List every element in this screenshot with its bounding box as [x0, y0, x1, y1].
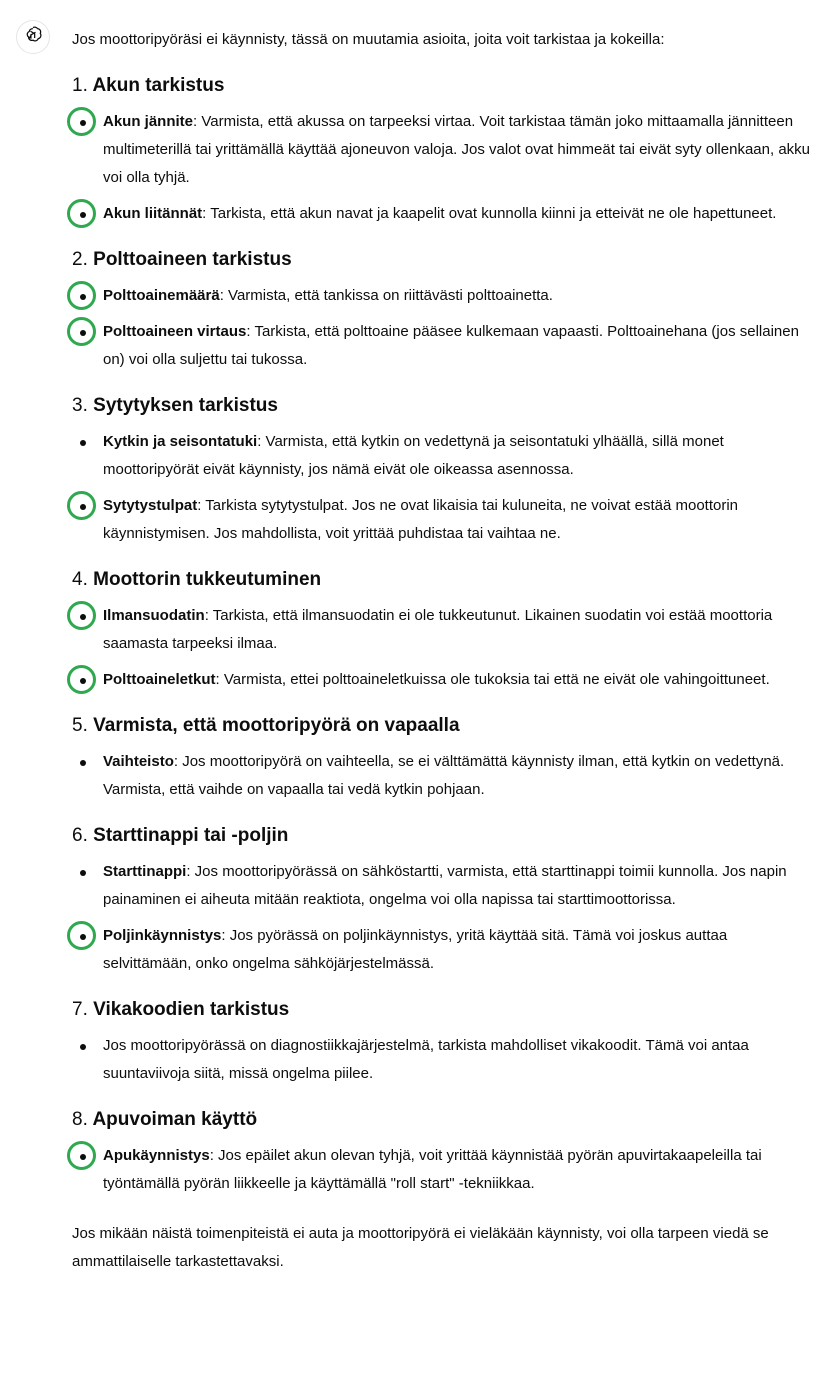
item-text: : Tarkista, että polttoaine pääsee kulkemaan vapaasti. Polttoainehana (jos sellainen on) voi olla suljettu tai tukossa. — [103, 323, 799, 368]
intro-paragraph: Jos moottoripyöräsi ei käynnisty, tässä on muutamia asioita, joita voit tarkistaa ja kokeilla: — [72, 31, 665, 48]
item-text: : Tarkista sytytystulpat. Jos ne ovat likaisia tai kuluneita, ne voivat estää moottorin käynnistymisen. Jos mahdollista, voit yrittää puhdistaa tai vaihtaa ne. — [103, 497, 739, 542]
annotation-circle-icon — [67, 199, 96, 228]
section-number: 4. — [72, 569, 88, 590]
item-text: : Jos moottoripyörä on vaihteella, se ei välttämättä käynnisty ilman, että kytkin on vedettynä. Varmista, että vaihde on vapaalla tai vedä kytkin pohjaan. — [103, 753, 785, 798]
item-text: : Varmista, että akussa on tarpeeksi virtaa. Voit tarkistaa tämän joko mittaamalla jännitteen multimeterillä tai yrittämällä käyttää ajoneuvon valoja. Jos valot ovat himmeät tai eivät syty ollenkaan, akku voi olla tyhjä. — [103, 113, 810, 186]
section-title: Moottorin tukkeutuminen — [93, 569, 322, 590]
bullet-list — [72, 428, 812, 548]
section-number: 3. — [72, 395, 88, 416]
section-number: 8. — [72, 1109, 88, 1130]
item-term: Poljinkäynnistys — [103, 927, 222, 944]
item-text: Jos moottoripyörässä on diagnostiikkajärjestelmä, tarkista mahdolliset vikakoodit. Tämä voi antaa suuntaviivoja siitä, missä ongelma piilee. — [103, 1037, 749, 1082]
section-title: Starttinappi tai -poljin — [93, 825, 289, 846]
bullet-list — [72, 282, 812, 374]
item-text: : Varmista, että tankissa on riittävästi polttoainetta. — [219, 287, 553, 304]
section-title: Vikakoodien tarkistus — [93, 999, 290, 1020]
item-term: Polttoaineletkut — [103, 671, 216, 688]
list-item — [72, 748, 812, 804]
item-term: Ilmansuodatin — [103, 607, 205, 624]
item-term: Apukäynnistys — [103, 1147, 210, 1164]
list-item — [72, 282, 812, 310]
section-number: 1. — [72, 75, 88, 96]
item-term: Polttoaineen virtaus — [103, 323, 247, 340]
bullet-list — [72, 858, 812, 978]
list-item — [72, 602, 812, 658]
bullet-list — [72, 108, 812, 228]
annotation-circle-icon — [67, 921, 96, 950]
list-item — [72, 108, 812, 192]
item-text: : Jos pyörässä on poljinkäynnistys, yritä käyttää sitä. Tämä voi joskus auttaa selvittämään, onko ongelma sähköjärjestelmässä. — [103, 927, 728, 972]
annotation-circle-icon — [67, 601, 96, 630]
sections-container — [72, 54, 812, 1198]
section-heading — [72, 228, 812, 282]
list-item — [72, 200, 812, 228]
outro-paragraph: Jos mikään näistä toimenpiteistä ei auta ja moottoripyörä ei vieläkään käynnisty, voi olla tarpeen viedä se ammattilaiselle tarkastettavaksi. — [72, 1225, 769, 1270]
annotation-circle-icon — [67, 665, 96, 694]
bullet-icon — [80, 1044, 86, 1050]
assistant-avatar — [16, 20, 50, 54]
section-heading — [72, 374, 812, 428]
list-item — [72, 492, 812, 548]
list-item — [72, 1142, 812, 1198]
bullet-list — [72, 748, 812, 804]
list-item — [72, 922, 812, 978]
bullet-list — [72, 1142, 812, 1198]
section-title: Varmista, että moottoripyörä on vapaalla — [93, 715, 460, 736]
annotation-circle-icon — [67, 281, 96, 310]
item-term: Polttoainemäärä — [103, 287, 220, 304]
annotation-circle-icon — [67, 491, 96, 520]
item-text: : Jos moottoripyörässä on sähköstartti, varmista, että starttinappi toimii kunnolla. Jos napin painaminen ei aiheuta mitään reaktiota, ongelma voi olla napissa tai starttimoottorissa. — [103, 863, 787, 908]
bullet-icon — [80, 870, 86, 876]
list-item — [72, 428, 812, 484]
list-item — [72, 318, 812, 374]
bullet-list — [72, 602, 812, 694]
section-number: 2. — [72, 249, 88, 270]
section-title: Apuvoiman käyttö — [92, 1109, 258, 1130]
message-content — [72, 26, 812, 1276]
item-text: : Jos epäilet akun olevan tyhjä, voit yrittää käynnistää pyörän apuvirtakaapeleilla tai työntämällä pyörän liikkeelle ja käyttämällä "roll start" -tekniikkaa. — [103, 1147, 762, 1192]
section-heading — [72, 548, 812, 602]
openai-logo-icon — [23, 25, 43, 50]
item-term: Akun liitännät — [103, 205, 203, 222]
section-title: Sytytyksen tarkistus — [93, 395, 278, 416]
item-term: Vaihteisto — [103, 753, 174, 770]
item-term: Starttinappi — [103, 863, 187, 880]
bullet-list — [72, 1032, 812, 1088]
section-heading — [72, 54, 812, 108]
annotation-circle-icon — [67, 107, 96, 136]
section-title: Polttoaineen tarkistus — [93, 249, 292, 270]
item-text: : Tarkista, että akun navat ja kaapelit ovat kunnolla kiinni ja etteivät ne ole hapettuneet. — [202, 205, 777, 222]
item-term: Akun jännite — [103, 113, 194, 130]
list-item — [72, 858, 812, 914]
section-title: Akun tarkistus — [92, 75, 225, 96]
section-heading — [72, 978, 812, 1032]
item-text: : Varmista, ettei polttoaineletkuissa ole tukoksia tai että ne eivät ole vahingoittuneet. — [215, 671, 770, 688]
item-text: : Varmista, että kytkin on vedettynä ja seisontatuki ylhäällä, sillä monet moottoripyörät eivät käynnisty, jos nämä eivät ole oikeassa asennossa. — [103, 433, 724, 478]
item-term: Kytkin ja seisontatuki — [103, 433, 258, 450]
section-number: 7. — [72, 999, 88, 1020]
section-number: 5. — [72, 715, 88, 736]
section-number: 6. — [72, 825, 88, 846]
bullet-icon — [80, 760, 86, 766]
section-heading — [72, 1088, 812, 1142]
list-item — [72, 666, 812, 694]
list-item — [72, 1032, 812, 1088]
bullet-icon — [80, 440, 86, 446]
item-term: Sytytystulpat — [103, 497, 198, 514]
item-text: : Tarkista, että ilmansuodatin ei ole tukkeutunut. Likainen suodatin voi estää moottoria saamasta tarpeeksi ilmaa. — [103, 607, 773, 652]
annotation-circle-icon — [67, 317, 96, 346]
section-heading — [72, 694, 812, 748]
section-heading — [72, 804, 812, 858]
annotation-circle-icon — [67, 1141, 96, 1170]
